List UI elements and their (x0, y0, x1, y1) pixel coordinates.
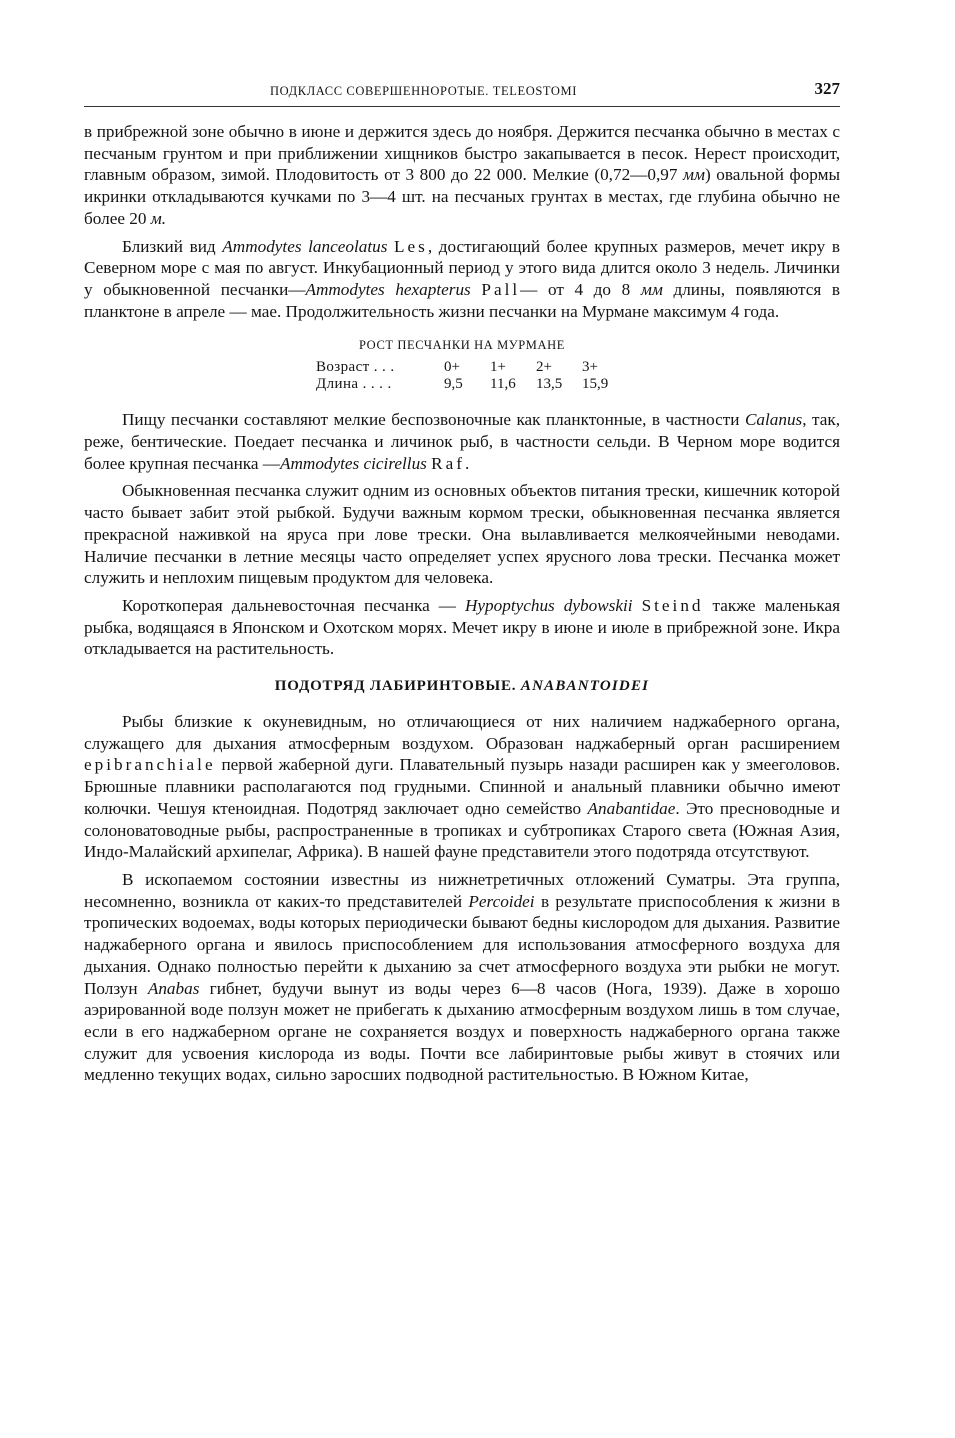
spaced-term: epibranchiale (84, 755, 216, 775)
paragraph-4: Обыкновенная песчанка служит одним из основных объектов питания трески, кишечник которой часто бывает забит этой рыбкой. Будучи важным кормом трески, обыкновенная песчанка является прекрасной наживкой на яруса при лове трески. Она вылавливается мелкоячейными неводами. Наличие песчанки в летние месяцы часто определяет успех ярусного лова трески. Песчанка может служить и неплохим пищевым продуктом для человека. (84, 481, 840, 588)
species-name: Hypoptychus dybowskii (465, 595, 633, 615)
paragraph-3: Пищу песчанки составляют мелкие беспозвоночные как планктонные, в частности Calanus, так, реже, бентические. Поедает песчанка и личинок рыб, в частности сельди. В Черном море водится более крупная песчанка —Ammodytes cicirellus Raf. (84, 410, 841, 473)
paragraph-5: Короткоперая дальневосточная песчанка — Hypoptychus dybowskii Steind также маленькая рыбка, водящаяся в Японском и Охотском морях. Мечет икру в июне и июле в прибрежной зоне. Икра откладывается на растительность. (84, 595, 840, 659)
paragraph-6: Рыбы близкие к окуневидным, но отличающиеся от них наличием наджаберного органа, служащего для дыхания атмосферным воздухом. Образован наджаберный орган расширением epibranchiale первой жаберной дуги. Плавательный пузырь назади расширен как у змееголовов. Брюшные плавники располагаются под грудными. Спинной и анальный плавники обычно имеют колючки. Чешуя ктеноидная. Подотряд заключает одно семейство Anabantidae. Это пресноводные и солоноватоводные рыбы, распространенные в тропиках и субтропиках Старого света (Южная Азия, Индо-Малайский архипелаг, Африка). В нашей фауне представители этого подотряда отсутствуют. (84, 712, 840, 862)
genus-name: Calanus (744, 410, 803, 430)
species-name: Ammodytes cicirellus (280, 453, 427, 473)
taxon-name: Percoidei (468, 891, 535, 911)
paragraph-2: Близкий вид Ammodytes lanceolatus Les, достигающий более крупных размеров, мечет икру в Северном море с мая по август. Инкубационный период у этого вида длится около 3 недель. Личинки у обыкновенной песчанки—Ammodytes hexapterus Pall— от 4 до 8 мм длины, появляются в планктоне в апреле — мае. Продолжительность жизни песчанки на Мурмане максимум 4 года. (84, 236, 841, 321)
genus-name: Anabas (147, 978, 200, 998)
running-header (84, 78, 840, 107)
author-name: Les (394, 236, 428, 256)
table-cell: 0+ (444, 359, 460, 376)
running-title: ПОДКЛАСС СОВЕРШЕННОРОТЫЕ. TELEOSTOMI (270, 84, 577, 98)
family-name: Anabantidae (587, 798, 676, 818)
section-heading: ПОДОТРЯД ЛАБИРИНТОВЫЕ. ANABANTOIDEI (274, 678, 650, 695)
row-label: Возраст . . . (316, 359, 395, 376)
table-cell: 15,9 (582, 376, 609, 393)
table-row (316, 376, 628, 393)
species-name: Ammodytes hexapterus (305, 279, 471, 299)
species-name: Ammodytes lanceolatus (222, 236, 388, 256)
table-cell: 2+ (536, 359, 552, 376)
section-latin-name: ANABANTOIDEI (520, 678, 650, 695)
table-cell: 1+ (490, 359, 506, 376)
author-name: Pall (481, 279, 521, 299)
growth-table (316, 359, 628, 393)
table-row (316, 359, 628, 376)
table-cell: 3+ (582, 359, 598, 376)
book-page (84, 78, 840, 1086)
table-caption: РОСТ ПЕСЧАНКИ НА МУРМАНЕ (358, 338, 566, 353)
table-cell: 13,5 (536, 376, 563, 393)
author-name: Raf. (431, 453, 473, 473)
paragraph-7: В ископаемом состоянии известны из нижнетретичных отложений Суматры. Эта группа, несомненно, возникла от каких-то представителей Percoidei в результате приспособления к жизни в тропических водоемах, воды которых периодически бывают бедны кислородом для дыхания. Развитие наджаберного органа и явилось приспособлением для использования атмосферного воздуха для дыхания. Однако полностью перейти к дыханию за счет атмосферного воздуха эти рыбки не могут. Ползун Anabas гибнет, будучи вынут из воды через 6—8 часов (Нога, 1939). Даже в хорошо аэрированной воде ползун может не прибегать к дыханию атмосферным воздухом лишь в том случае, если в его наджаберном органе не сохраняется воздух и поверхность наджаберного органа также служит для усвоения кислорода из воды. Почти все лабиринтовые рыбы живут в стоячих или медленно текущих водах, сильно заросших подводной растительностью. В Южном Китае, (84, 869, 840, 1085)
row-label: Длина . . . . (316, 376, 392, 393)
paragraph-1: в прибрежной зоне обычно в июне и держится здесь до ноября. Держится песчанка обычно в местах с песчаным грунтом и при приближении хищников быстро закапывается в песок. Нерест происходит, главным образом, зимой. Плодовитость от 3 800 до 22 000. Мелкие (0,72—0,97 мм) овальной формы икринки откладываются кучками по 3—4 шт. на песчаных грунтах в местах, где глубина обычно не более 20 м. (84, 122, 840, 228)
page-number: 327 (814, 79, 840, 98)
table-cell: 11,6 (490, 376, 516, 393)
table-cell: 9,5 (444, 376, 463, 393)
body-text (84, 121, 840, 1086)
author-name: Steind (641, 595, 704, 615)
